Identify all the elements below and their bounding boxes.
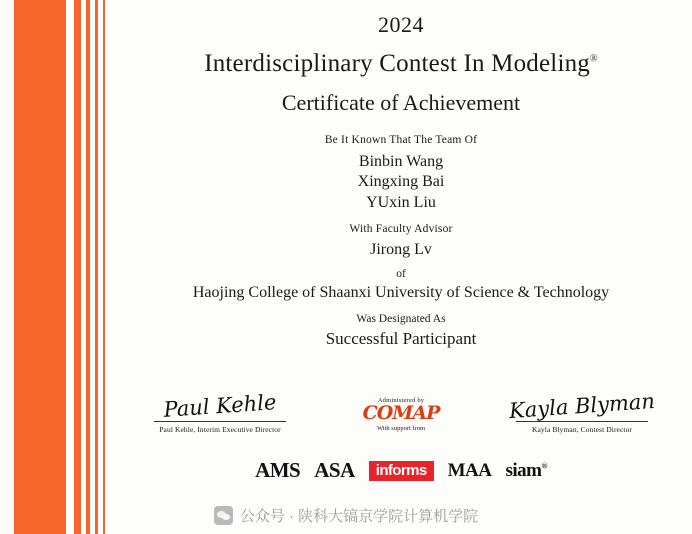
sponsor-logo-ams: AMS	[255, 458, 301, 482]
decorative-band-secondary	[74, 0, 81, 534]
advisor-label: With Faculty Advisor	[349, 223, 453, 236]
sponsor-logo-asa: ASA	[314, 458, 355, 482]
contest-title	[120, 50, 682, 78]
signature-block-right	[492, 388, 672, 434]
advisor-name: Jirong Lv	[370, 241, 432, 259]
sponsor-logo-siam	[505, 460, 546, 482]
administered-by-label: Administered by	[377, 397, 425, 405]
support-from-label: With support from	[376, 425, 426, 432]
signature-left: Paul Kehle	[162, 390, 278, 422]
signature-caption-right: Kayla Blyman, Contest Director	[531, 425, 633, 434]
team-member-list	[120, 152, 682, 213]
certificate-body	[120, 0, 682, 534]
watermark-text: 公众号 · 陕科大镐京学院计算机学院	[239, 508, 479, 525]
team-member-name: Xingxing Bai	[357, 173, 445, 191]
decorative-band-quinary	[103, 0, 105, 534]
team-member-name: Binbin Wang	[358, 153, 444, 170]
comap-logo: COMAP	[362, 402, 440, 425]
award-title: Successful Participant	[325, 329, 477, 349]
decorative-band-primary	[14, 0, 66, 534]
contest-title-text: Interdisciplinary Contest In Modeling	[204, 50, 590, 77]
decorative-band-quaternary	[95, 0, 98, 534]
comap-logo-block	[341, 397, 461, 432]
decorative-band-tertiary	[86, 0, 90, 534]
sponsor-logo-siam-mark: ®	[541, 461, 547, 471]
team-intro-label: Be It Known That The Team Of	[324, 134, 478, 146]
sponsor-logo-maa: MAA	[447, 459, 492, 481]
signature-caption-left: Paul Kehle, Interim Executive Director	[159, 425, 281, 434]
team-member-name: YUxin Liu	[366, 193, 436, 211]
designation-label: Was Designated As	[356, 313, 446, 326]
sponsor-logo-siam-text: siam	[505, 459, 542, 481]
of-label: of	[396, 268, 406, 281]
registered-trademark-mark: ®	[590, 53, 598, 65]
sponsor-logo-informs: informs	[369, 461, 434, 481]
signature-row	[130, 388, 672, 434]
sponsor-logo-row	[130, 458, 672, 483]
certificate-year: 2024	[378, 12, 424, 37]
signature-right: Kayla Blyman	[508, 388, 656, 424]
watermark-bar	[0, 505, 692, 526]
wechat-icon	[214, 506, 233, 525]
signature-block-left	[130, 390, 310, 434]
certificate-subtitle: Certificate of Achievement	[281, 90, 521, 115]
institution-name: Haojing College of Shaanxi University of Science & Technology	[192, 284, 610, 302]
